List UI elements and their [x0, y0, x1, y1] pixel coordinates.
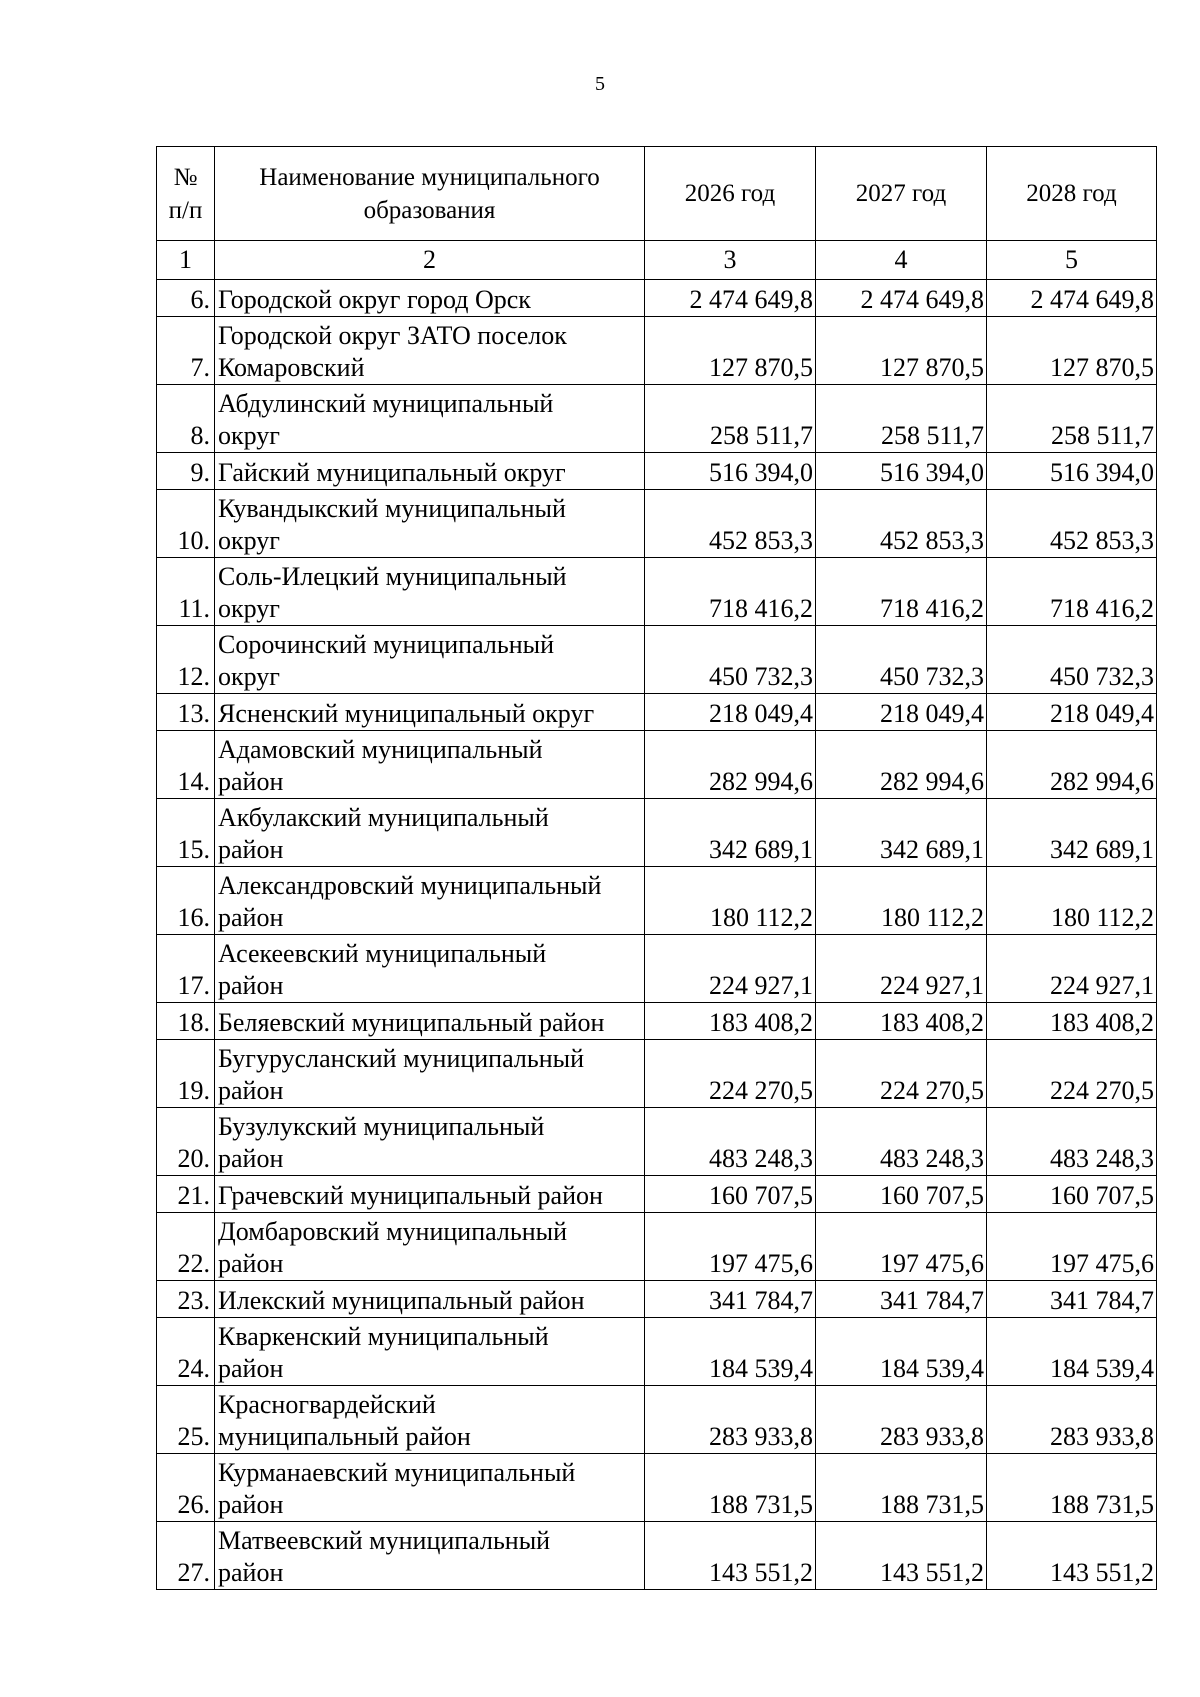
- value-2027: 224 270,5: [816, 1040, 987, 1108]
- value-2027: 341 784,7: [816, 1281, 987, 1318]
- value-2026: 143 551,2: [645, 1522, 816, 1590]
- value-2026: 224 270,5: [645, 1040, 816, 1108]
- value-2027: 180 112,2: [816, 867, 987, 935]
- table-row: [157, 490, 1157, 558]
- table-row: [157, 1003, 1157, 1040]
- value-2027: 2 474 649,8: [816, 280, 987, 317]
- column-index: 2: [215, 241, 645, 280]
- header-2027: 2027 год: [816, 147, 987, 241]
- value-2027: 188 731,5: [816, 1454, 987, 1522]
- row-number: 11.: [157, 558, 215, 626]
- table-row: [157, 1522, 1157, 1590]
- value-2027: 283 933,8: [816, 1386, 987, 1454]
- table-row: [157, 280, 1157, 317]
- value-2026: 450 732,3: [645, 626, 816, 694]
- value-2026: 180 112,2: [645, 867, 816, 935]
- table-row: [157, 385, 1157, 453]
- value-2027: 483 248,3: [816, 1108, 987, 1176]
- value-2028: 143 551,2: [987, 1522, 1157, 1590]
- row-number: 22.: [157, 1213, 215, 1281]
- municipality-name: Асекеевский муниципальный район: [215, 935, 645, 1003]
- row-number: 27.: [157, 1522, 215, 1590]
- row-number: 14.: [157, 731, 215, 799]
- value-2028: 160 707,5: [987, 1176, 1157, 1213]
- value-2028: 218 049,4: [987, 694, 1157, 731]
- header-name: Наименование муниципального образования: [215, 147, 645, 241]
- value-2027: 450 732,3: [816, 626, 987, 694]
- value-2027: 342 689,1: [816, 799, 987, 867]
- column-index: 5: [987, 241, 1157, 280]
- municipality-name: Илекский муниципальный район: [215, 1281, 645, 1318]
- table-row: [157, 694, 1157, 731]
- value-2026: 218 049,4: [645, 694, 816, 731]
- table-row: [157, 731, 1157, 799]
- table-row: [157, 453, 1157, 490]
- value-2028: 452 853,3: [987, 490, 1157, 558]
- table-row: [157, 626, 1157, 694]
- municipality-name: Гайский муниципальный округ: [215, 453, 645, 490]
- row-number: 18.: [157, 1003, 215, 1040]
- row-number: 16.: [157, 867, 215, 935]
- header-2026: 2026 год: [645, 147, 816, 241]
- value-2028: 342 689,1: [987, 799, 1157, 867]
- table-row: [157, 1454, 1157, 1522]
- value-2028: 2 474 649,8: [987, 280, 1157, 317]
- value-2027: 718 416,2: [816, 558, 987, 626]
- table-row: [157, 1213, 1157, 1281]
- value-2028: 188 731,5: [987, 1454, 1157, 1522]
- value-2028: 184 539,4: [987, 1318, 1157, 1386]
- row-number: 13.: [157, 694, 215, 731]
- municipality-name: Адамовский муниципальный район: [215, 731, 645, 799]
- value-2026: 452 853,3: [645, 490, 816, 558]
- value-2028: 224 270,5: [987, 1040, 1157, 1108]
- municipality-name: Беляевский муниципальный район: [215, 1003, 645, 1040]
- value-2026: 342 689,1: [645, 799, 816, 867]
- municipality-name: Акбулакский муниципальный район: [215, 799, 645, 867]
- row-number: 26.: [157, 1454, 215, 1522]
- value-2028: 180 112,2: [987, 867, 1157, 935]
- value-2026: 197 475,6: [645, 1213, 816, 1281]
- value-2028: 127 870,5: [987, 317, 1157, 385]
- value-2028: 718 416,2: [987, 558, 1157, 626]
- table-row: [157, 935, 1157, 1003]
- value-2028: 282 994,6: [987, 731, 1157, 799]
- row-number: 23.: [157, 1281, 215, 1318]
- value-2028: 516 394,0: [987, 453, 1157, 490]
- value-2027: 143 551,2: [816, 1522, 987, 1590]
- row-number: 8.: [157, 385, 215, 453]
- value-2027: 160 707,5: [816, 1176, 987, 1213]
- municipality-name: Городской округ ЗАТО поселок Комаровский: [215, 317, 645, 385]
- municipality-name: Ясненский муниципальный округ: [215, 694, 645, 731]
- value-2026: 160 707,5: [645, 1176, 816, 1213]
- table-row: [157, 1040, 1157, 1108]
- value-2026: 282 994,6: [645, 731, 816, 799]
- municipality-name: Абдулинский муниципальный округ: [215, 385, 645, 453]
- value-2028: 183 408,2: [987, 1003, 1157, 1040]
- table-row: [157, 1386, 1157, 1454]
- value-2027: 516 394,0: [816, 453, 987, 490]
- value-2027: 197 475,6: [816, 1213, 987, 1281]
- value-2027: 258 511,7: [816, 385, 987, 453]
- municipality-name: Красногвардейский муниципальный район: [215, 1386, 645, 1454]
- value-2026: 183 408,2: [645, 1003, 816, 1040]
- value-2026: 718 416,2: [645, 558, 816, 626]
- table-row: [157, 799, 1157, 867]
- row-number: 7.: [157, 317, 215, 385]
- value-2027: 224 927,1: [816, 935, 987, 1003]
- value-2026: 127 870,5: [645, 317, 816, 385]
- municipality-name: Бузулукский муниципальный район: [215, 1108, 645, 1176]
- budget-table: [156, 146, 1157, 1590]
- column-index: 3: [645, 241, 816, 280]
- municipality-name: Александровский муниципальный район: [215, 867, 645, 935]
- municipality-name: Кувандыкский муниципальный округ: [215, 490, 645, 558]
- row-number: 20.: [157, 1108, 215, 1176]
- value-2026: 516 394,0: [645, 453, 816, 490]
- table-row: [157, 1108, 1157, 1176]
- value-2026: 283 933,8: [645, 1386, 816, 1454]
- row-number: 6.: [157, 280, 215, 317]
- header-num: № п/п: [157, 147, 215, 241]
- municipality-name: Бугурусланский муниципальный район: [215, 1040, 645, 1108]
- value-2028: 224 927,1: [987, 935, 1157, 1003]
- municipality-name: Матвеевский муниципальный район: [215, 1522, 645, 1590]
- municipality-name: Соль-Илецкий муниципальный округ: [215, 558, 645, 626]
- value-2027: 184 539,4: [816, 1318, 987, 1386]
- municipality-name: Курманаевский муниципальный район: [215, 1454, 645, 1522]
- value-2028: 483 248,3: [987, 1108, 1157, 1176]
- value-2027: 218 049,4: [816, 694, 987, 731]
- table-body: [157, 280, 1157, 1590]
- column-index-row: [157, 241, 1157, 280]
- row-number: 9.: [157, 453, 215, 490]
- value-2026: 184 539,4: [645, 1318, 816, 1386]
- value-2027: 183 408,2: [816, 1003, 987, 1040]
- municipality-name: Грачевский муниципальный район: [215, 1176, 645, 1213]
- row-number: 10.: [157, 490, 215, 558]
- value-2026: 188 731,5: [645, 1454, 816, 1522]
- table-row: [157, 317, 1157, 385]
- value-2026: 224 927,1: [645, 935, 816, 1003]
- value-2028: 450 732,3: [987, 626, 1157, 694]
- row-number: 25.: [157, 1386, 215, 1454]
- municipality-name: Домбаровский муниципальный район: [215, 1213, 645, 1281]
- row-number: 15.: [157, 799, 215, 867]
- municipality-name: Кваркенский муниципальный район: [215, 1318, 645, 1386]
- header-row: [157, 147, 1157, 241]
- value-2026: 2 474 649,8: [645, 280, 816, 317]
- value-2026: 258 511,7: [645, 385, 816, 453]
- value-2028: 283 933,8: [987, 1386, 1157, 1454]
- value-2026: 341 784,7: [645, 1281, 816, 1318]
- value-2028: 341 784,7: [987, 1281, 1157, 1318]
- column-index: 4: [816, 241, 987, 280]
- table-row: [157, 1318, 1157, 1386]
- row-number: 24.: [157, 1318, 215, 1386]
- value-2027: 282 994,6: [816, 731, 987, 799]
- table-row: [157, 558, 1157, 626]
- row-number: 21.: [157, 1176, 215, 1213]
- value-2027: 452 853,3: [816, 490, 987, 558]
- row-number: 12.: [157, 626, 215, 694]
- municipality-name: Городской округ город Орск: [215, 280, 645, 317]
- row-number: 19.: [157, 1040, 215, 1108]
- value-2028: 258 511,7: [987, 385, 1157, 453]
- municipality-name: Сорочинский муниципальный округ: [215, 626, 645, 694]
- page-number: 5: [595, 73, 605, 95]
- header-2028: 2028 год: [987, 147, 1157, 241]
- table-row: [157, 867, 1157, 935]
- value-2027: 127 870,5: [816, 317, 987, 385]
- column-index: 1: [157, 241, 215, 280]
- row-number: 17.: [157, 935, 215, 1003]
- value-2026: 483 248,3: [645, 1108, 816, 1176]
- table-row: [157, 1281, 1157, 1318]
- table-row: [157, 1176, 1157, 1213]
- value-2028: 197 475,6: [987, 1213, 1157, 1281]
